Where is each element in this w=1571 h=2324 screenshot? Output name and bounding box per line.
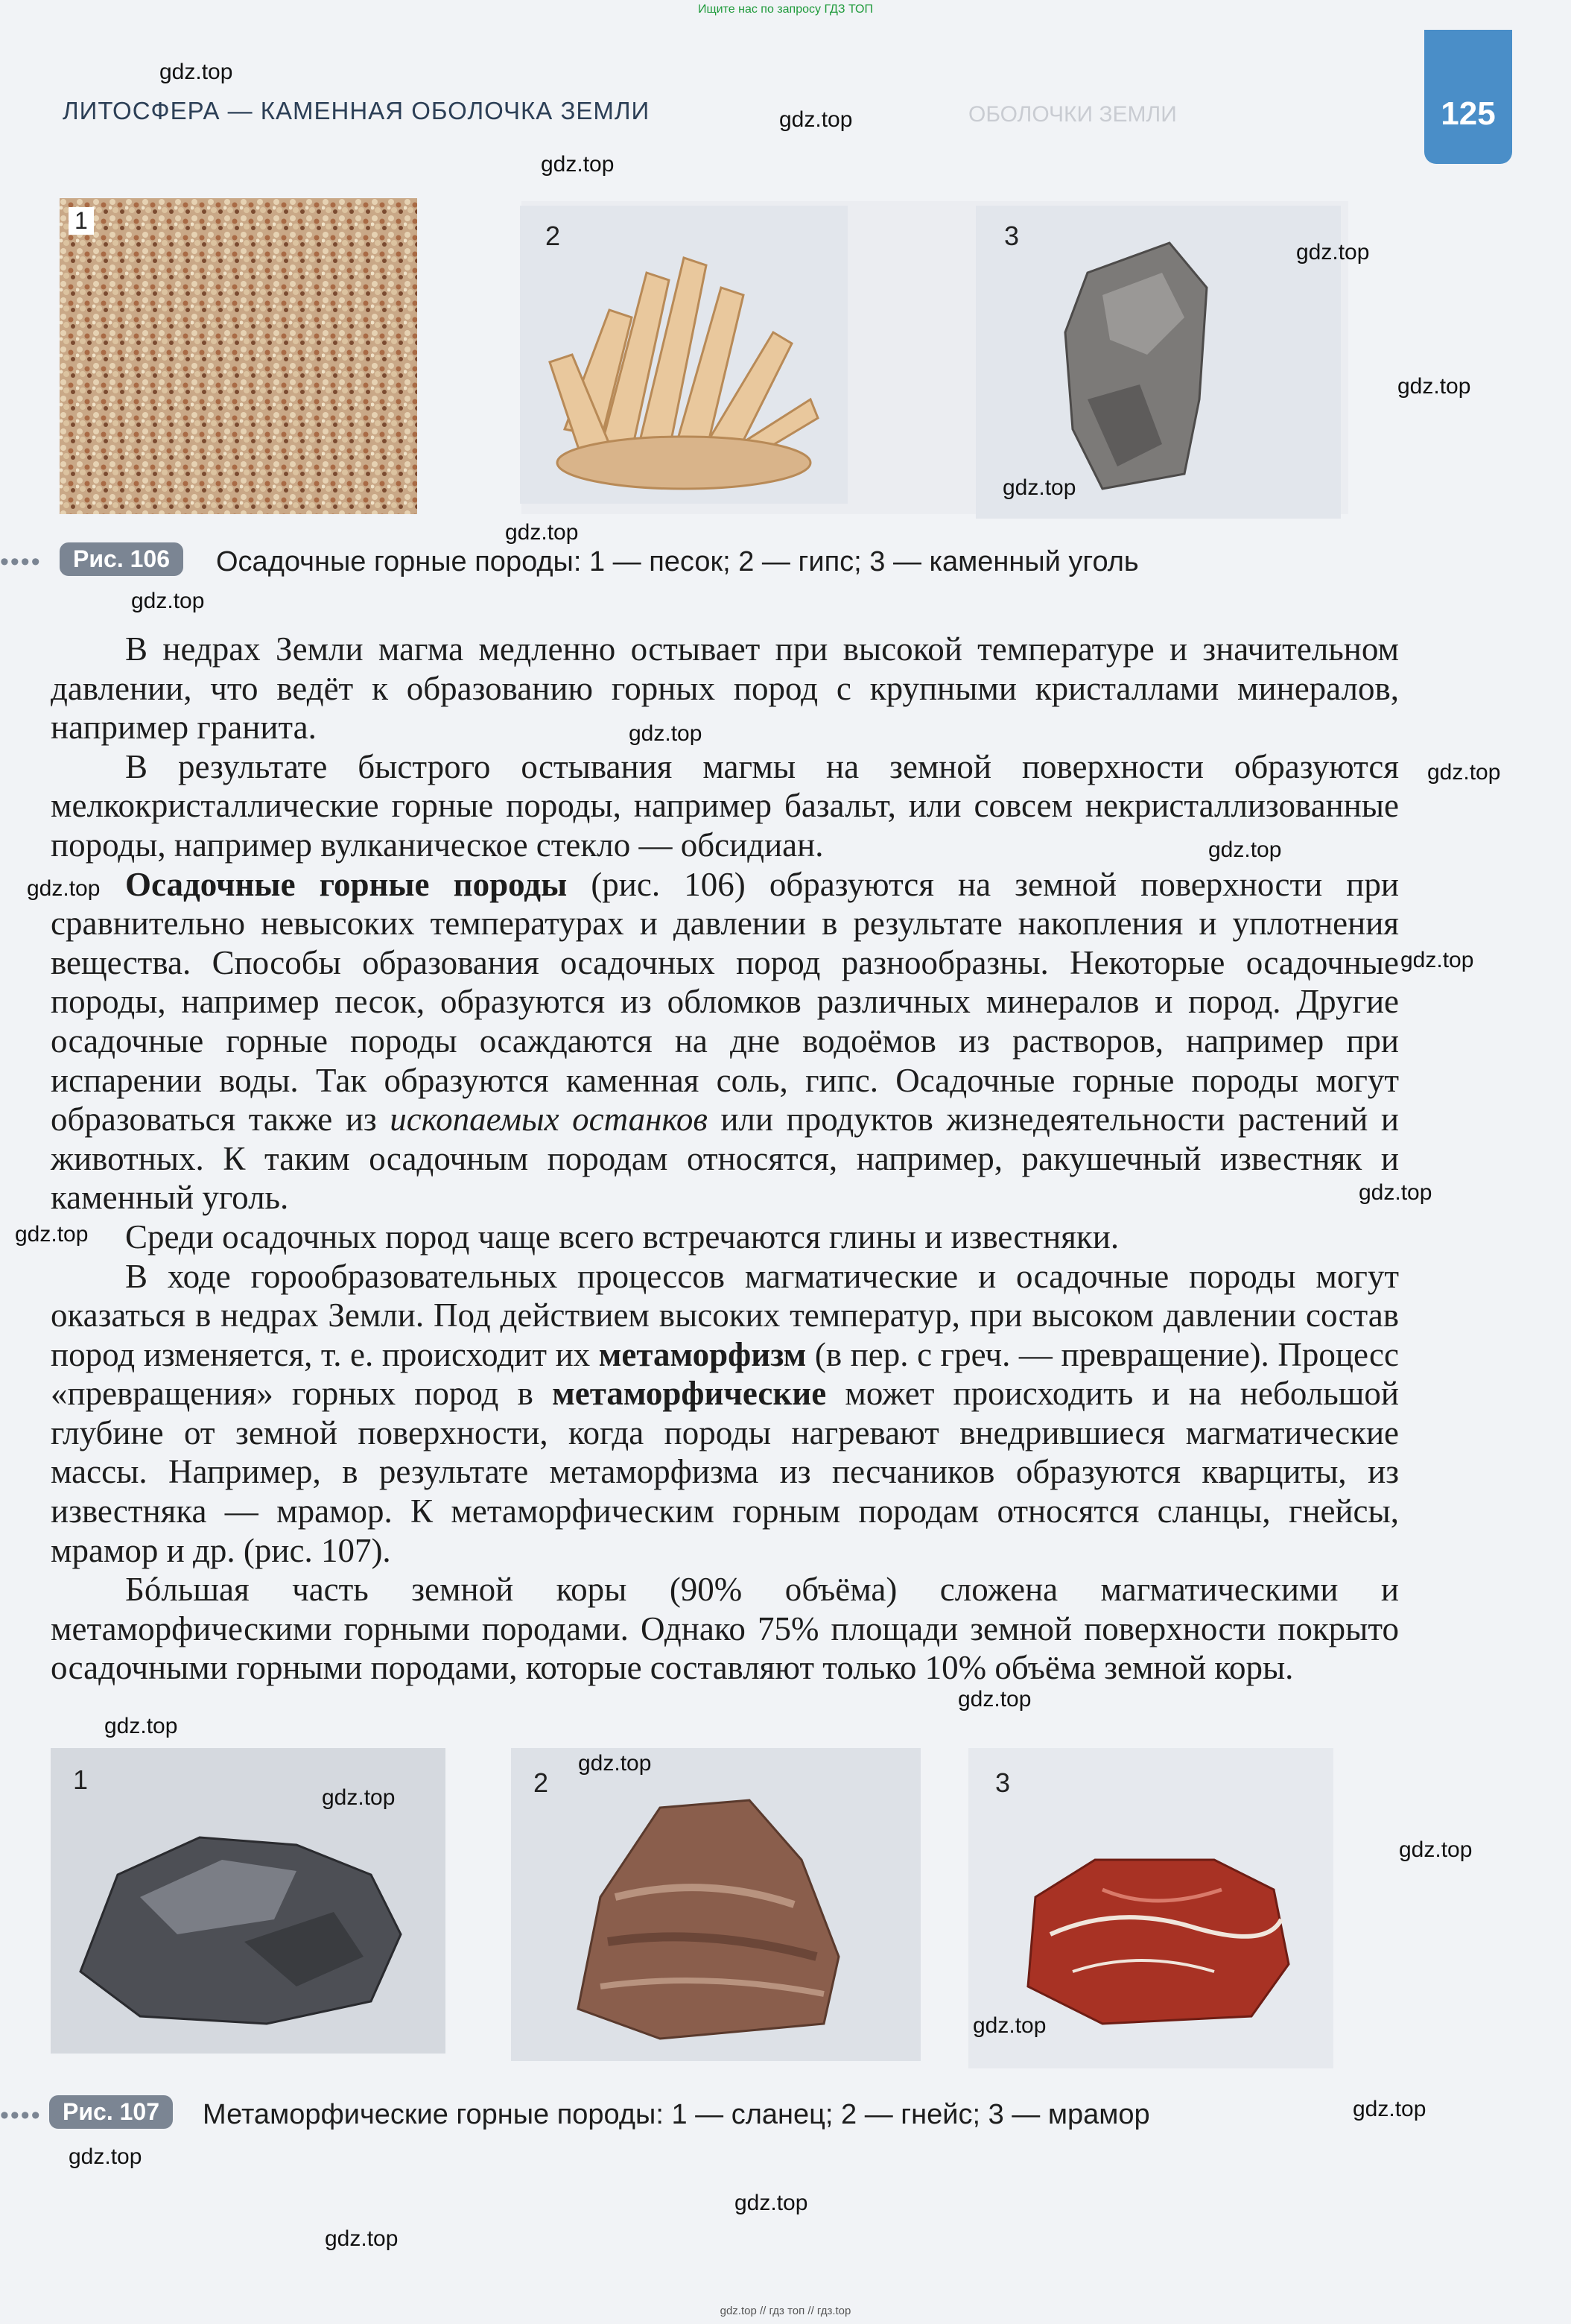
fig106-number-1: 1 xyxy=(69,207,94,235)
fig107-number-1: 1 xyxy=(73,1764,89,1795)
watermark: gdz.top xyxy=(1359,1180,1432,1205)
paragraph-5: В ходе горообразовательных процессов магматические и осадочные породы могут оказаться в недрах Земли. Под действием высоких температур, при высоком давлении состав пород изменяется, т. е. происходит их метаморфизм (в пер. с греч. — превращение). Процесс «превращения» горных пород в метаморфические может происходить и на небольшой глубине от земной поверхности, когда породы нагревают внедрившиеся магматические массы. Например, в результате метаморфизма из песчаников образуются кварциты, из известняка — мрамор. К метаморфическим горным породам относятся сланцы, гнейсы, мрамор и др. (рис. 107). xyxy=(51,1257,1399,1569)
watermark: gdz.top xyxy=(1296,240,1370,265)
caption-dots: •••• xyxy=(0,548,42,576)
watermark: gdz.top xyxy=(779,107,853,132)
watermark: gdz.top xyxy=(958,1687,1032,1712)
ghost-running-title: ОБОЛОЧКИ ЗЕМЛИ xyxy=(968,102,1177,127)
watermark: gdz.top xyxy=(505,520,579,545)
paragraph-3: Осадочные горные породы (рис. 106) образуются на земной поверхности при сравнительно невысоких температурах и давлении в результате накопления и уплотнения вещества. Способы образования осадочных пород разнообразны. Некоторые осадочные породы, например песок, образуются из обломков различных минералов и пород. Другие осадочные горные породы осаждаются на дне водоёмов из растворов, например при испарении воды. Так образуются каменная соль, гипс. Осадочные горные породы могут образоваться также из ископаемых останков или продуктов жизнедеятельности растений и животных. К таким осадочным породам относятся, например, ракушечный известняк и каменный уголь. xyxy=(51,865,1399,1217)
watermark: gdz.top xyxy=(541,152,615,177)
paragraph-6: Бóльшая часть земной коры (90% объёма) сложена магматическими и метаморфическими горными породами. Однако 75% площади земной поверхности покрыто осадочными горными породами, которые составляют только 10% объёма земной коры. xyxy=(51,1571,1399,1687)
watermark: gdz.top xyxy=(104,1714,178,1738)
watermark: gdz.top xyxy=(1353,2097,1426,2121)
watermark: gdz.top xyxy=(1399,1837,1473,1862)
fig106-caption: Осадочные горные породы: 1 — песок; 2 — гипс; 3 — каменный уголь xyxy=(216,546,1139,577)
watermark: gdz.top xyxy=(325,2226,399,2251)
term-metamorphism: метаморфизм xyxy=(598,1335,807,1373)
running-header: ЛИТОСФЕРА — КАМЕННАЯ ОБОЛОЧКА ЗЕМЛИ xyxy=(63,97,650,124)
watermark: gdz.top xyxy=(629,721,702,746)
watermark: gdz.top xyxy=(1400,948,1474,972)
term-metamorphic: метаморфические xyxy=(552,1375,827,1413)
fig107-number-2: 2 xyxy=(533,1767,549,1798)
fig106-photo-gypsum xyxy=(520,206,848,504)
paragraph-2: В результате быстрого остывания магмы на земной поверхности образуются мелкокристаллические горные породы, например базальт, или совсем некристаллизованные породы, например вулканическое стекло — обсидиан. xyxy=(51,747,1399,864)
watermark: gdz.top xyxy=(1397,374,1471,399)
page-number: 125 xyxy=(1441,95,1496,132)
paragraph-4: Среди осадочных пород чаще всего встречаются глины и известняки. xyxy=(125,1218,1120,1256)
fig106-number-3: 3 xyxy=(1004,221,1020,251)
watermark: gdz.top xyxy=(69,2144,142,2169)
watermark: gdz.top xyxy=(1208,838,1282,862)
watermark: gdz.top xyxy=(322,1785,396,1810)
watermark: gdz.top xyxy=(27,876,101,901)
fig106-photo-coal xyxy=(976,206,1341,519)
watermark: gdz.top xyxy=(15,1222,89,1247)
watermark: gdz.top xyxy=(1427,760,1501,785)
watermark: gdz.top xyxy=(159,60,233,84)
fig107-number-3: 3 xyxy=(995,1767,1011,1798)
fig106-badge: Рис. 106 xyxy=(60,542,183,576)
watermark: gdz.top xyxy=(1003,475,1076,500)
fig107-photo-gneiss xyxy=(511,1748,921,2061)
fig106-photo-sand xyxy=(60,198,417,514)
top-note: Ищите нас по запросу ГДЗ ТОП xyxy=(698,3,873,16)
paragraph-1: В недрах Земли магма медленно остывает при высокой температуре и значительном давлении, что ведёт к образованию горных пород с крупными кристаллами минералов, например гранита. xyxy=(51,630,1399,747)
fig107-badge: Рис. 107 xyxy=(49,2095,173,2129)
fig107-caption: Метаморфические горные породы: 1 — сланец; 2 — гнейс; 3 — мрамор xyxy=(203,2099,1150,2130)
fig106-number-2: 2 xyxy=(545,221,561,251)
term-sedimentary: Осадочные горные породы xyxy=(125,865,568,903)
watermark: gdz.top xyxy=(973,2013,1047,2038)
caption-dots: •••• xyxy=(0,2101,42,2130)
main-text xyxy=(51,630,1399,1688)
watermark: gdz.top xyxy=(131,589,205,613)
term-fossil-remains: ископаемых останков xyxy=(390,1101,708,1139)
bottom-note: gdz.top // гдз топ // гдз.top xyxy=(720,2305,851,2317)
watermark: gdz.top xyxy=(734,2191,808,2215)
watermark: gdz.top xyxy=(578,1751,652,1776)
